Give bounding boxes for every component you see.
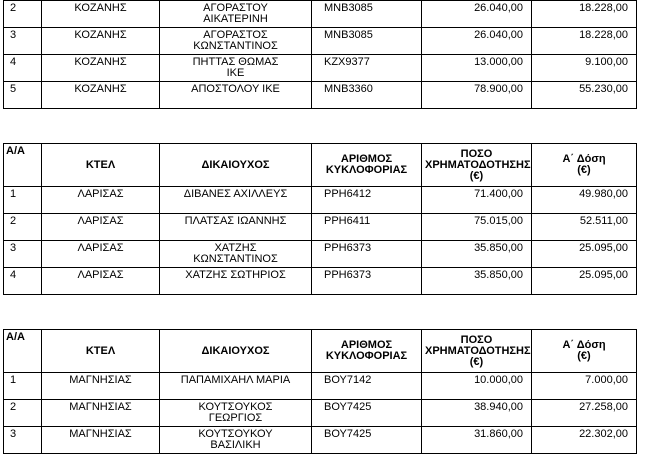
header-line1: Α΄ Δόση — [562, 153, 606, 165]
beneficiary-cell — [160, 268, 312, 295]
column-header-dose — [532, 330, 637, 373]
plate-cell: ΡΡΗ6411 — [312, 214, 422, 241]
plate-cell: ΡΡΗ6373 — [312, 268, 422, 295]
ktel-cell: ΜΑΓΝΗΣΙΑΣ — [42, 373, 160, 400]
header-line1: ΠΟΣΟ — [460, 147, 493, 160]
column-header-dose — [532, 144, 637, 187]
table-row — [4, 1, 637, 28]
amount-cell: 13.000,00 — [422, 55, 532, 82]
row-number: 5 — [4, 82, 42, 109]
dose-cell: 9.100,00 — [532, 55, 637, 82]
beneficiary-cell — [160, 373, 312, 400]
column-header-aa: Α/Α — [4, 330, 42, 373]
beneficiary-cell — [160, 187, 312, 214]
dose-cell: 52.511,00 — [532, 214, 637, 241]
column-header-ktel: ΚΤΕΛ — [42, 144, 160, 187]
amount-cell: 78.900,00 — [422, 82, 532, 109]
beneficiary-line1: ΠΑΠΑΜΙΧΑΗΛ ΜΑΡΙΑ — [180, 374, 291, 386]
beneficiary-line2: ΒΑΣΙΛΙΚΗ — [210, 439, 261, 451]
header-line1: ΑΡΙΘΜΟΣ — [340, 153, 393, 165]
table-header — [4, 330, 637, 373]
amount-cell: 35.850,00 — [422, 241, 532, 268]
column-header-plate — [312, 144, 422, 187]
header-line1: ΠΟΣΟ — [460, 333, 493, 346]
ktel-cell: ΛΑΡΙΣΑΣ — [42, 214, 160, 241]
table-body — [4, 373, 637, 454]
beneficiary-line1: ΠΛΑΤΣΑΣ ΙΩΑΝΝΗΣ — [184, 215, 287, 227]
amount-cell: 71.400,00 — [422, 187, 532, 214]
ktel-cell: ΚΟΖΑΝΗΣ — [42, 82, 160, 109]
beneficiary-line1: ΔΙΒΑΝΕΣ ΑΧΙΛΛΕΥΣ — [183, 188, 288, 200]
table-body — [4, 187, 637, 295]
dose-cell: 18.228,00 — [532, 1, 637, 28]
beneficiary-line1: ΧΑΤΖΗΣ — [214, 242, 257, 254]
column-header-plate — [312, 330, 422, 373]
plate-cell: ΒΟΥ7142 — [312, 373, 422, 400]
funding-table-magnesia — [3, 329, 637, 454]
ktel-cell: ΚΟΖΑΝΗΣ — [42, 1, 160, 28]
table-row — [4, 28, 637, 55]
beneficiary-line1: ΠΗΤΤΑΣ ΘΩΜΑΣ — [192, 56, 279, 68]
beneficiary-line2: ΓΕΩΡΓΙΟΣ — [208, 412, 263, 424]
header-line3: (€) — [469, 355, 484, 368]
table-row — [4, 55, 637, 82]
beneficiary-cell — [160, 241, 312, 268]
row-number: 1 — [4, 187, 42, 214]
column-header-beneficiary: ΔΙΚΑΙΟΥΧΟΣ — [160, 144, 312, 187]
amount-cell: 75.015,00 — [422, 214, 532, 241]
plate-cell: ΚΖΧ9377 — [312, 55, 422, 82]
beneficiary-cell — [160, 400, 312, 427]
beneficiary-line1: ΚΟΥΤΣΟΥΚΟΥ — [198, 428, 273, 440]
dose-cell: 7.000,00 — [532, 373, 637, 400]
beneficiary-cell — [160, 1, 312, 28]
table-row — [4, 427, 637, 454]
row-number: 4 — [4, 268, 42, 295]
plate-cell: ΜΝΒ3360 — [312, 82, 422, 109]
beneficiary-cell — [160, 82, 312, 109]
ktel-cell: ΛΑΡΙΣΑΣ — [42, 268, 160, 295]
table-row — [4, 214, 637, 241]
beneficiary-line2: ΚΩΝΣΤΑΝΤΙΝΟΣ — [193, 253, 278, 265]
beneficiary-line1: ΑΠΟΣΤΟΛΟΥ ΙΚΕ — [191, 83, 280, 95]
row-number: 1 — [4, 373, 42, 400]
table-row — [4, 373, 637, 400]
row-number: 3 — [4, 241, 42, 268]
plate-cell: ΒΟΥ7425 — [312, 400, 422, 427]
header-line2: ΚΥΚΛΟΦΟΡΙΑΣ — [325, 164, 408, 176]
header-row — [4, 144, 637, 187]
table-row — [4, 82, 637, 109]
amount-cell: 10.000,00 — [422, 373, 532, 400]
plate-cell: ΜΝΒ3085 — [312, 1, 422, 28]
table-row — [4, 400, 637, 427]
funding-table-larisa — [3, 143, 637, 295]
table-row — [4, 241, 637, 268]
amount-cell: 26.040,00 — [422, 1, 532, 28]
row-number: 2 — [4, 1, 42, 28]
amount-cell: 26.040,00 — [422, 28, 532, 55]
column-header-beneficiary: ΔΙΚΑΙΟΥΧΟΣ — [160, 330, 312, 373]
dose-cell: 22.302,00 — [532, 427, 637, 454]
table-row — [4, 187, 637, 214]
row-number: 2 — [4, 214, 42, 241]
beneficiary-cell — [160, 28, 312, 55]
header-line2: (€) — [577, 350, 591, 362]
header-line2: ΧΡΗΜΑΤΟΔΟΤΗΣΗΣ — [425, 344, 531, 357]
dose-cell: 25.095,00 — [532, 268, 637, 295]
beneficiary-line2: ΙΚΕ — [226, 67, 245, 79]
beneficiary-cell — [160, 214, 312, 241]
plate-cell: ΡΡΗ6373 — [312, 241, 422, 268]
beneficiary-line1: ΑΓΟΡΑΣΤΟΥ — [203, 2, 268, 14]
dose-cell: 55.230,00 — [532, 82, 637, 109]
header-row — [4, 330, 637, 373]
column-header-aa: Α/Α — [4, 144, 42, 187]
row-number: 3 — [4, 427, 42, 454]
dose-cell: 49.980,00 — [532, 187, 637, 214]
ktel-cell: ΚΟΖΑΝΗΣ — [42, 28, 160, 55]
header-line2: (€) — [577, 164, 591, 176]
row-number: 4 — [4, 55, 42, 82]
beneficiary-line1: ΑΓΟΡΑΣΤΟΣ — [203, 29, 268, 41]
ktel-cell: ΜΑΓΝΗΣΙΑΣ — [42, 427, 160, 454]
dose-cell: 27.258,00 — [532, 400, 637, 427]
table-header — [4, 144, 637, 187]
beneficiary-line2: ΚΩΝΣΤΑΝΤΙΝΟΣ — [193, 40, 278, 52]
header-line2: ΚΥΚΛΟΦΟΡΙΑΣ — [325, 350, 408, 362]
header-line2: ΧΡΗΜΑΤΟΔΟΤΗΣΗΣ — [425, 158, 531, 171]
amount-cell: 38.940,00 — [422, 400, 532, 427]
ktel-cell: ΚΟΖΑΝΗΣ — [42, 55, 160, 82]
header-line1: ΑΡΙΘΜΟΣ — [340, 339, 393, 351]
column-header-amount — [422, 144, 532, 187]
plate-cell: ΡΡΗ6412 — [312, 187, 422, 214]
beneficiary-line1: ΧΑΤΖΗΣ ΣΩΤΗΡΙΟΣ — [185, 269, 286, 281]
ktel-cell: ΛΑΡΙΣΑΣ — [42, 241, 160, 268]
ktel-cell: ΜΑΓΝΗΣΙΑΣ — [42, 400, 160, 427]
funding-table-kozani — [3, 0, 637, 109]
beneficiary-line2: ΑΙΚΑΤΕΡΙΝΗ — [203, 13, 268, 25]
beneficiary-cell — [160, 55, 312, 82]
ktel-cell: ΛΑΡΙΣΑΣ — [42, 187, 160, 214]
amount-cell: 31.860,00 — [422, 427, 532, 454]
beneficiary-cell — [160, 427, 312, 454]
header-line3: (€) — [469, 169, 484, 182]
dose-cell: 25.095,00 — [532, 241, 637, 268]
row-number: 3 — [4, 28, 42, 55]
column-header-amount — [422, 330, 532, 373]
dose-cell: 18.228,00 — [532, 28, 637, 55]
amount-cell: 35.850,00 — [422, 268, 532, 295]
plate-cell: ΒΟΥ7425 — [312, 427, 422, 454]
table-row — [4, 268, 637, 295]
column-header-ktel: ΚΤΕΛ — [42, 330, 160, 373]
beneficiary-line1: ΚΟΥΤΣΟΥΚΟΣ — [198, 401, 273, 413]
row-number: 2 — [4, 400, 42, 427]
table-body — [4, 1, 637, 109]
plate-cell: ΜΝΒ3085 — [312, 28, 422, 55]
header-line1: Α΄ Δόση — [562, 339, 606, 351]
